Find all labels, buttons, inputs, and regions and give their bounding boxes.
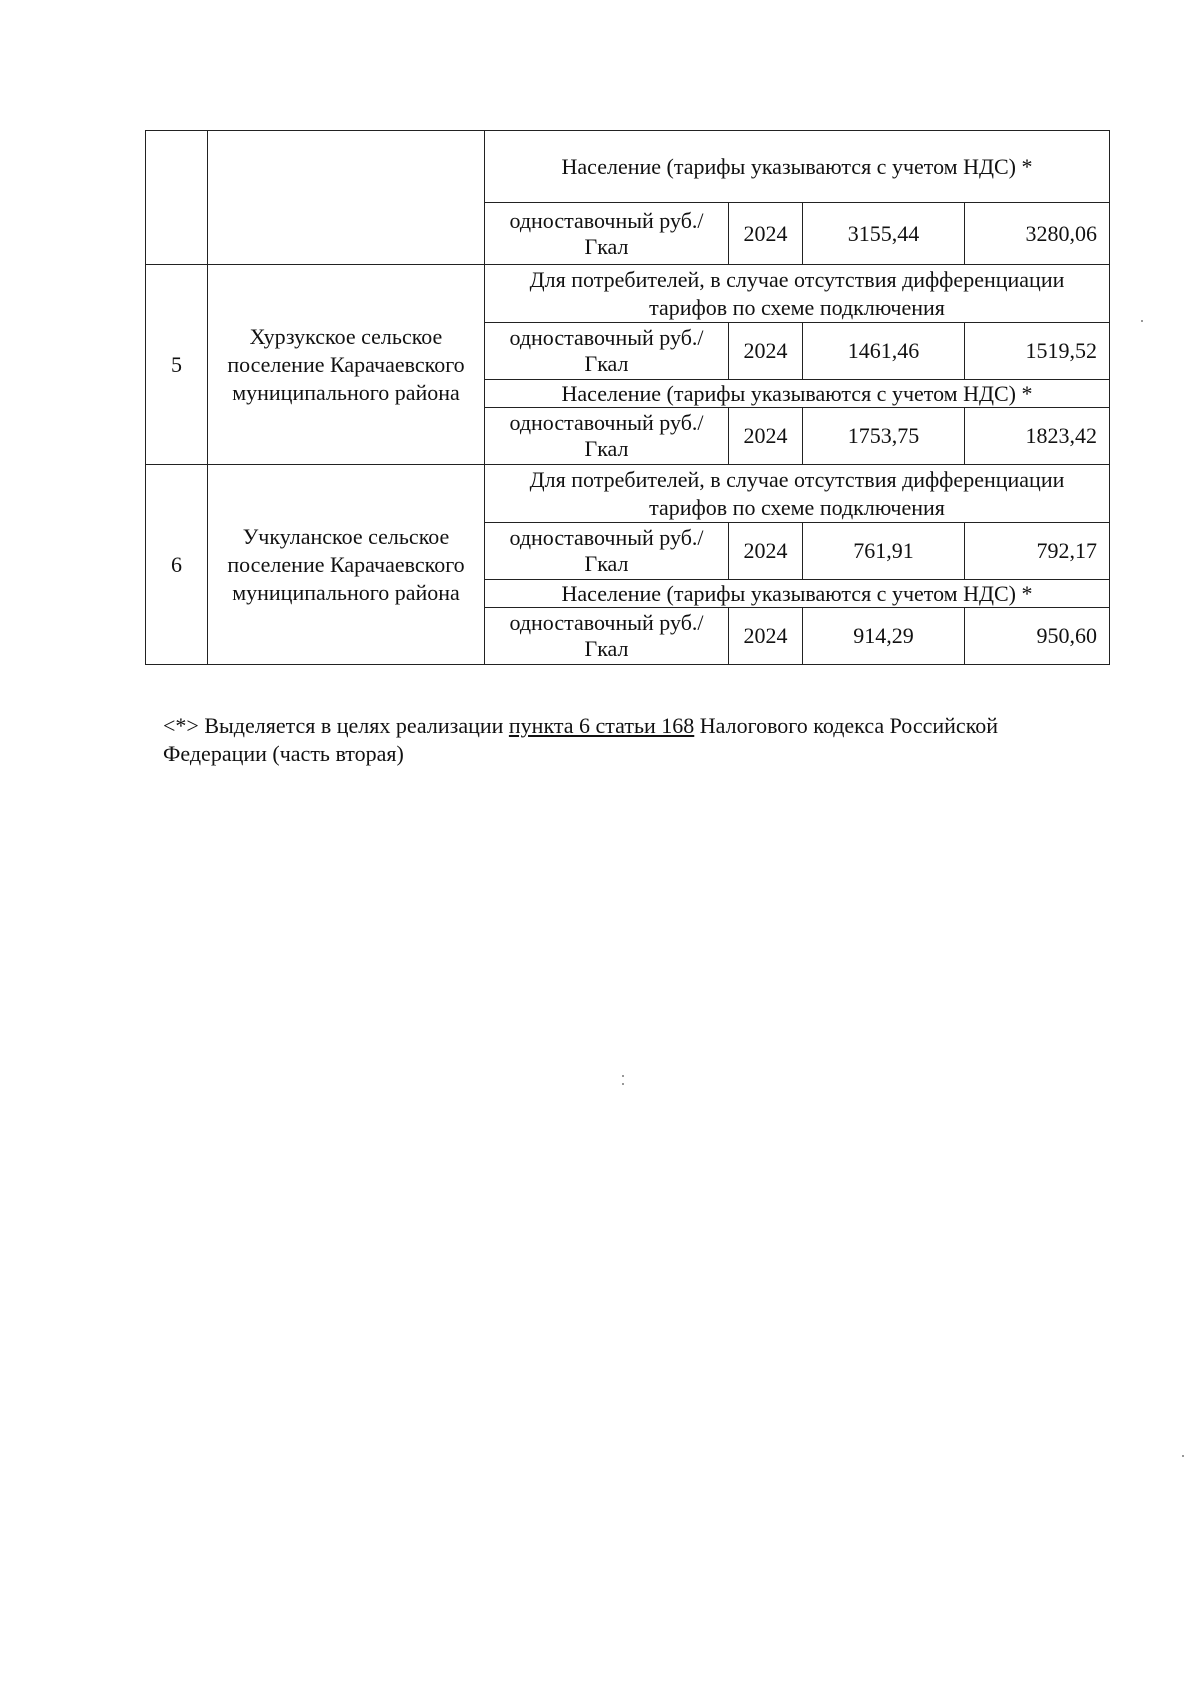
number-cell: 5 bbox=[146, 265, 208, 465]
value1-cell: 914,29 bbox=[803, 608, 965, 665]
table-row bbox=[146, 465, 1110, 523]
value2-cell: 950,60 bbox=[965, 608, 1110, 665]
category-header: Население (тарифы указываются с учетом НДС) * bbox=[485, 580, 1110, 608]
value2-cell: 3280,06 bbox=[965, 203, 1110, 265]
footnote-suffix: Налогового кодекса Российской Федерации (часть вторая) bbox=[163, 713, 999, 766]
year-cell: 2024 bbox=[729, 323, 803, 380]
value2-cell: 1823,42 bbox=[965, 408, 1110, 465]
value1-cell: 1461,46 bbox=[803, 323, 965, 380]
tariff-type-cell: одноставочный руб./Гкал bbox=[485, 408, 729, 465]
year-cell: 2024 bbox=[729, 203, 803, 265]
category-header: Население (тарифы указываются с учетом НДС) * bbox=[485, 131, 1110, 203]
table-row bbox=[146, 265, 1110, 323]
name-cell bbox=[208, 131, 485, 265]
name-cell: Учкуланское сельское поселение Карачаевского муниципального района bbox=[208, 465, 485, 665]
scan-speck bbox=[1182, 1455, 1184, 1457]
value2-cell: 792,17 bbox=[965, 523, 1110, 580]
tariff-type-cell: одноставочный руб./Гкал bbox=[485, 608, 729, 665]
value2-cell: 1519,52 bbox=[965, 323, 1110, 380]
tariff-type-cell: одноставочный руб./Гкал bbox=[485, 523, 729, 580]
value1-cell: 3155,44 bbox=[803, 203, 965, 265]
footnote bbox=[163, 712, 1063, 768]
table-row bbox=[146, 131, 1110, 203]
footnote-prefix: <*> Выделяется в целях реализации bbox=[163, 713, 509, 738]
scan-speck bbox=[622, 1083, 624, 1085]
year-cell: 2024 bbox=[729, 408, 803, 465]
footnote-law-link[interactable]: пункта 6 статьи 168 bbox=[508, 713, 695, 738]
tariff-table bbox=[145, 130, 1110, 665]
number-cell bbox=[146, 131, 208, 265]
name-cell: Хурзукское сельское поселение Карачаевского муниципального района bbox=[208, 265, 485, 465]
category-header: Для потребителей, в случае отсутствия дифференциации тарифов по схеме подключения bbox=[485, 465, 1110, 523]
scan-speck bbox=[1141, 320, 1143, 322]
category-header: Население (тарифы указываются с учетом НДС) * bbox=[485, 380, 1110, 408]
value1-cell: 1753,75 bbox=[803, 408, 965, 465]
year-cell: 2024 bbox=[729, 523, 803, 580]
category-header: Для потребителей, в случае отсутствия дифференциации тарифов по схеме подключения bbox=[485, 265, 1110, 323]
year-cell: 2024 bbox=[729, 608, 803, 665]
number-cell: 6 bbox=[146, 465, 208, 665]
tariff-type-cell: одноставочный руб./Гкал bbox=[485, 203, 729, 265]
value1-cell: 761,91 bbox=[803, 523, 965, 580]
tariff-type-cell: одноставочный руб./Гкал bbox=[485, 323, 729, 380]
scan-speck bbox=[622, 1075, 624, 1077]
